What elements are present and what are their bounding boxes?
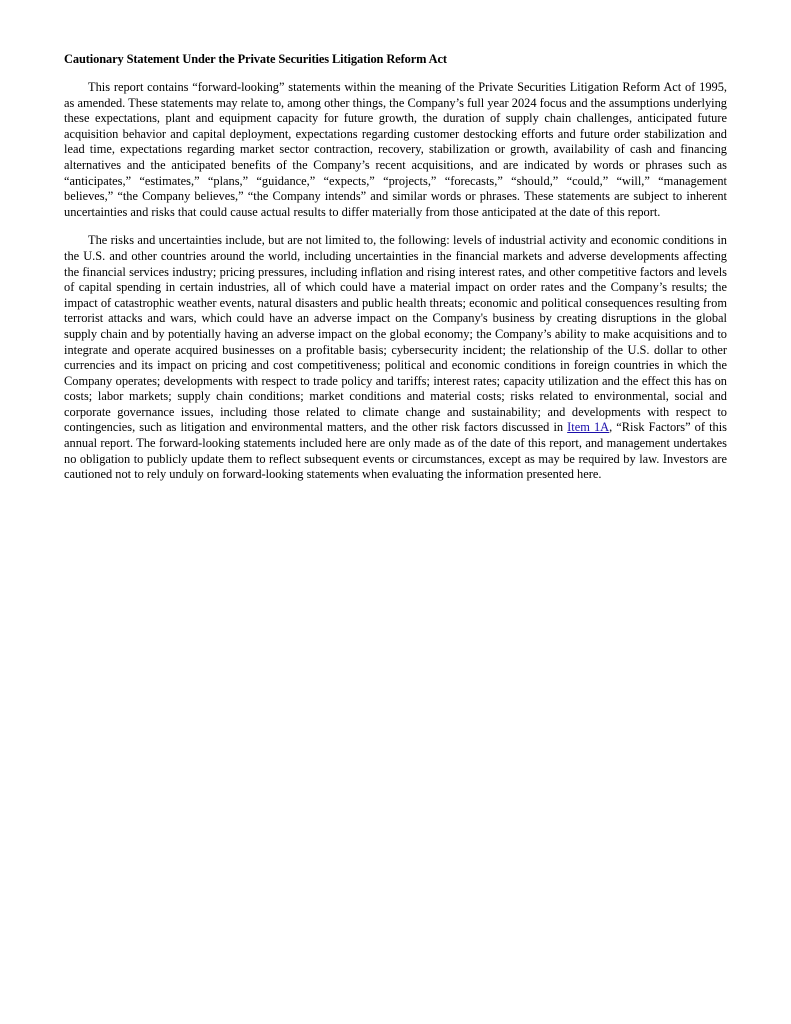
item-1a-link[interactable]: Item 1A bbox=[567, 420, 610, 435]
paragraph-forward-looking: This report contains “forward-looking” statements within the meaning of the Private Securities Litigation Reform Act of 1995, as amended. These statements may relate to, among other things, the Company’s full year 2024 focus and the assumptions underlying these expectations, plant and equipment capacity for future growth, the duration of supply chain challenges, anticipated future acquisition behavior and capital deployment, expectations regarding customer destocking efforts and future order stabilization and lead time, expectations regarding market sector contraction, recovery, stabilization or growth, availability of cash and financing alternatives and the anticipated benefits of the Company’s recent acquisitions, and are indicated by words or phrases such as “anticipates,” “estimates,” “plans,” “guidance,” “expects,” “projects,” “forecasts,” “should,” “could,” “will,” “management believes,” “the Company believes,” “the Company intends” and similar words or phrases. These statements are subject to inherent uncertainties and risks that could cause actual results to differ materially from those anticipated at the date of this report. bbox=[64, 80, 727, 219]
paragraph-risks-text-after-link: , “Risk Factors” of this annual report. The forward-looking statements included here are only made as of the date of this report, and management undertakes no obligation to publicly update them to reflect subsequent events or circumstances, except as may be required by law. Investors are cautioned not to rely unduly on forward-looking statements when evaluating the information presented here. bbox=[64, 420, 727, 482]
paragraph-risks-text-before-link: The risks and uncertainties include, but are not limited to, the following: levels of industrial activity and economic conditions in the U.S. and other countries around the world, including uncertainties in the financial markets and adverse developments affecting the financial services industry; pricing pressures, including inflation and rising interest rates, and other competitive factors and levels of capital spending in certain industries, all of which could have a material impact on order rates and the Company’s results; the impact of catastrophic weather events, natural disasters and public health threats; economic and political consequences resulting from terrorist attacks and wars, which could have an adverse impact on the Company's business by creating disruptions in the global supply chain and by potentially having an adverse impact on the global economy; the Company’s ability to make acquisitions and to integrate and operate acquired businesses on a profitable basis; cybersecurity incident; the relationship of the U.S. dollar to other currencies and its impact on pricing and cost competitiveness; political and economic conditions in foreign countries in which the Company operates; developments with respect to trade policy and tariffs; interest rates; capacity utilization and the effect this has on costs; labor markets; supply chain conditions; market conditions and material costs; risks related to environmental, social and corporate governance issues, including those related to climate change and sustainability; and developments with respect to contingencies, such as litigation and environmental matters, and the other risk factors discussed in bbox=[64, 233, 727, 435]
document-page bbox=[64, 52, 727, 496]
paragraph-risks bbox=[64, 233, 727, 483]
section-heading: Cautionary Statement Under the Private Securities Litigation Reform Act bbox=[64, 52, 447, 66]
